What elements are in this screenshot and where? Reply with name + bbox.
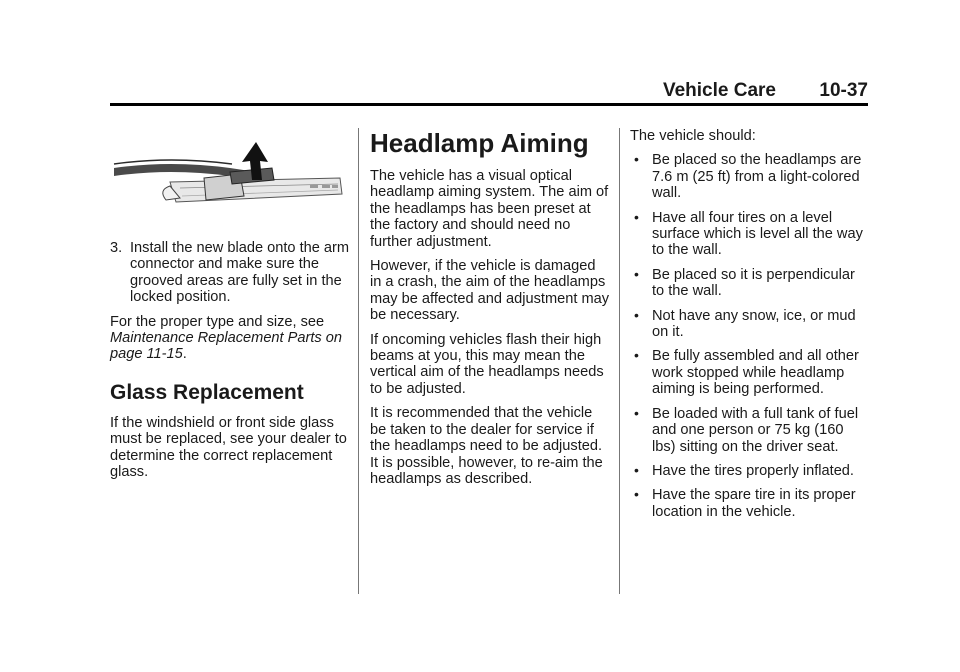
reference-suffix: . (182, 346, 187, 363)
list-item: • Be loaded with a full tank of fuel and one person or 75 kg (160 lbs) sitting on the driver seat. (634, 404, 859, 455)
column-divider-1 (358, 128, 359, 594)
column-left (110, 128, 350, 488)
headlamp-aiming-heading: Headlamp Aiming (370, 128, 589, 158)
list-item: • Have all four tires on a level surface which is level all the way to the wall. (634, 208, 863, 259)
column-divider-2 (619, 128, 620, 594)
list-item: • Have the spare tire in its proper location in the vehicle. (634, 486, 856, 520)
bullet-icon: • (634, 347, 639, 364)
column-right (630, 128, 870, 528)
bullet-icon: • (634, 208, 639, 225)
bullet-icon: • (634, 461, 639, 478)
bullet-icon: • (634, 306, 639, 323)
page-number: 10-37 (819, 80, 868, 101)
step-text: Install the new blade onto the arm connector and make sure the grooved areas are fully set in the locked position. (130, 240, 350, 306)
glass-replacement-heading: Glass Replacement (110, 380, 304, 404)
bullet-icon: • (634, 404, 639, 421)
paragraph: It is recommended that the vehicle be taken to the dealer for service if the headlamps need to be adjusted. It is possible, however, to re-aim the headlamps as described. (370, 405, 603, 487)
list-item: • Be fully assembled and all other work stopped while headlamp aiming is being performed. (634, 347, 859, 398)
paragraph: However, if the vehicle is damaged in a crash, the aim of the headlamps may be affected and adjustment may be necessary. (370, 258, 610, 324)
wiper-blade-illustration (110, 128, 346, 228)
replacement-parts-link[interactable]: Maintenance Replacement Parts on page 11-15 (110, 330, 343, 363)
list-item: • Have the tires properly inflated. (634, 461, 854, 479)
glass-replacement-text: If the windshield or front side glass must be replaced, see your dealer to determine the correct replacement glass. (110, 414, 347, 481)
checklist-intro: The vehicle should: (630, 128, 756, 144)
list-item: • Not have any snow, ice, or mud on it. (634, 306, 856, 341)
bullet-icon: • (634, 265, 639, 282)
bullet-icon: • (634, 486, 639, 503)
page-header (110, 80, 868, 102)
paragraph: If oncoming vehicles flash their high beams at you, this may mean the vertical aim of the headlamps needs to be adjusted. (370, 331, 604, 397)
paragraph: The vehicle has a visual optical headlamp aiming system. The aim of the headlamps has been preset at the factory and should need no further adjustment. (370, 168, 609, 250)
section-title: Vehicle Care (662, 80, 776, 101)
list-item: • Be placed so the headlamps are 7.6 m (25 ft) from a light-colored wall. (634, 151, 862, 202)
step-number: 3. (110, 240, 123, 256)
bullet-icon: • (634, 151, 639, 168)
header-rule (110, 103, 868, 106)
checklist (630, 152, 870, 520)
list-item: • Be placed so it is perpendicular to the wall. (634, 265, 855, 300)
column-middle (370, 128, 610, 495)
install-step (110, 240, 350, 306)
reference-prefix: For the proper type and size, see (110, 313, 325, 330)
replacement-parts-reference (110, 314, 350, 363)
